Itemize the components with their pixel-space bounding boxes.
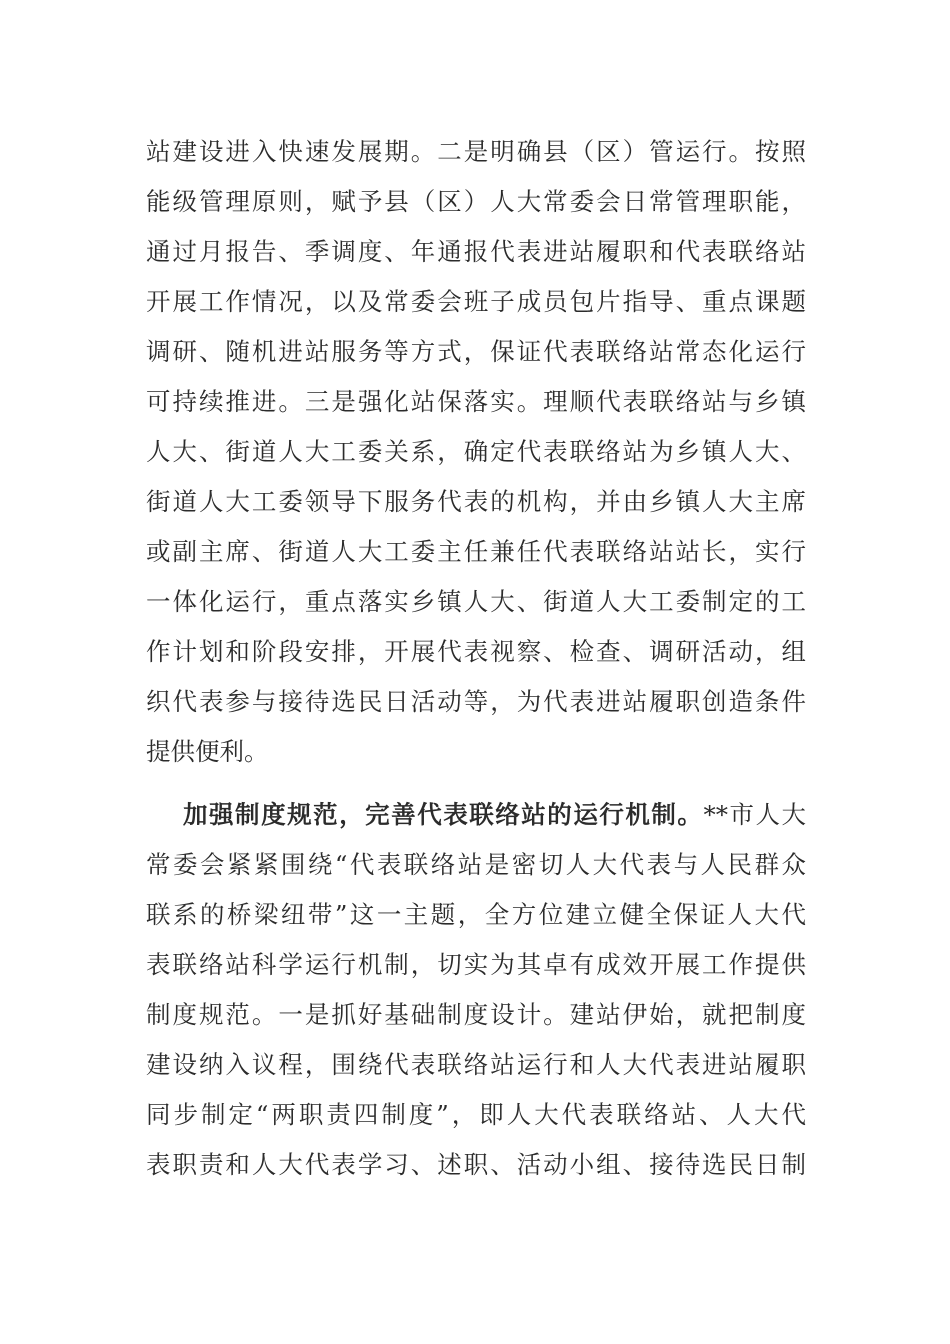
paragraph-1-line-3: 通过月报告、季调度、年通报代表进站履职和代表联络站: [146, 237, 806, 266]
paragraph-2-line-8: 表职责和人大代表学习、述职、活动小组、接待选民日制: [146, 1150, 806, 1179]
paragraph-1-line-13: 提供便利。: [146, 737, 269, 766]
document-body: [146, 127, 806, 1190]
paragraph-2-line-4: 表联络站科学运行机制，切实为其卓有成效开展工作提供: [146, 950, 806, 979]
paragraph-1-line-5: 调研、随机进站服务等方式，保证代表联络站常态化运行: [146, 337, 806, 366]
paragraph-2-line-2: 常委会紧紧围绕“代表联络站是密切人大代表与人民群众: [146, 850, 806, 879]
paragraph-2-line-7: 同步制定“两职责四制度”，即人大代表联络站、人大代: [146, 1100, 806, 1129]
paragraph-1-line-4: 开展工作情况，以及常委会班子成员包片指导、重点课题: [146, 287, 806, 316]
paragraph-2-line-6: 建设纳入议程，围绕代表联络站运行和人大代表进站履职: [146, 1050, 806, 1079]
paragraph-2: [146, 790, 806, 1190]
paragraph-1-line-1: 站建设进入快速发展期。二是明确县（区）管运行。按照: [146, 137, 806, 166]
paragraph-2-lead-heading: 加强制度规范，完善代表联络站的运行机制。: [183, 800, 704, 829]
paragraph-2-line-5: 制度规范。一是抓好基础制度设计。建站伊始，就把制度: [146, 1000, 806, 1029]
paragraph-1-line-11: 作计划和阶段安排，开展代表视察、检查、调研活动，组: [146, 637, 806, 666]
paragraph-2-line-1: [146, 790, 806, 840]
paragraph-spacer: [146, 777, 806, 790]
paragraph-1-line-6: 可持续推进。三是强化站保落实。理顺代表联络站与乡镇: [146, 387, 806, 416]
paragraph-1-line-9: 或副主席、街道人大工委主任兼任代表联络站站长，实行: [146, 537, 806, 566]
paragraph-2-line-1-rest: **市人大: [703, 800, 806, 829]
paragraph-1-line-10: 一体化运行，重点落实乡镇人大、街道人大工委制定的工: [146, 587, 806, 616]
paragraph-1: [146, 127, 806, 777]
paragraph-1-line-2: 能级管理原则，赋予县（区）人大常委会日常管理职能，: [146, 187, 806, 216]
paragraph-1-line-7: 人大、街道人大工委关系，确定代表联络站为乡镇人大、: [146, 437, 806, 466]
paragraph-1-line-12: 织代表参与接待选民日活动等，为代表进站履职创造条件: [146, 687, 806, 716]
paragraph-2-line-3: 联系的桥梁纽带”这一主题，全方位建立健全保证人大代: [146, 900, 806, 929]
paragraph-1-line-8: 街道人大工委领导下服务代表的机构，并由乡镇人大主席: [146, 487, 806, 516]
